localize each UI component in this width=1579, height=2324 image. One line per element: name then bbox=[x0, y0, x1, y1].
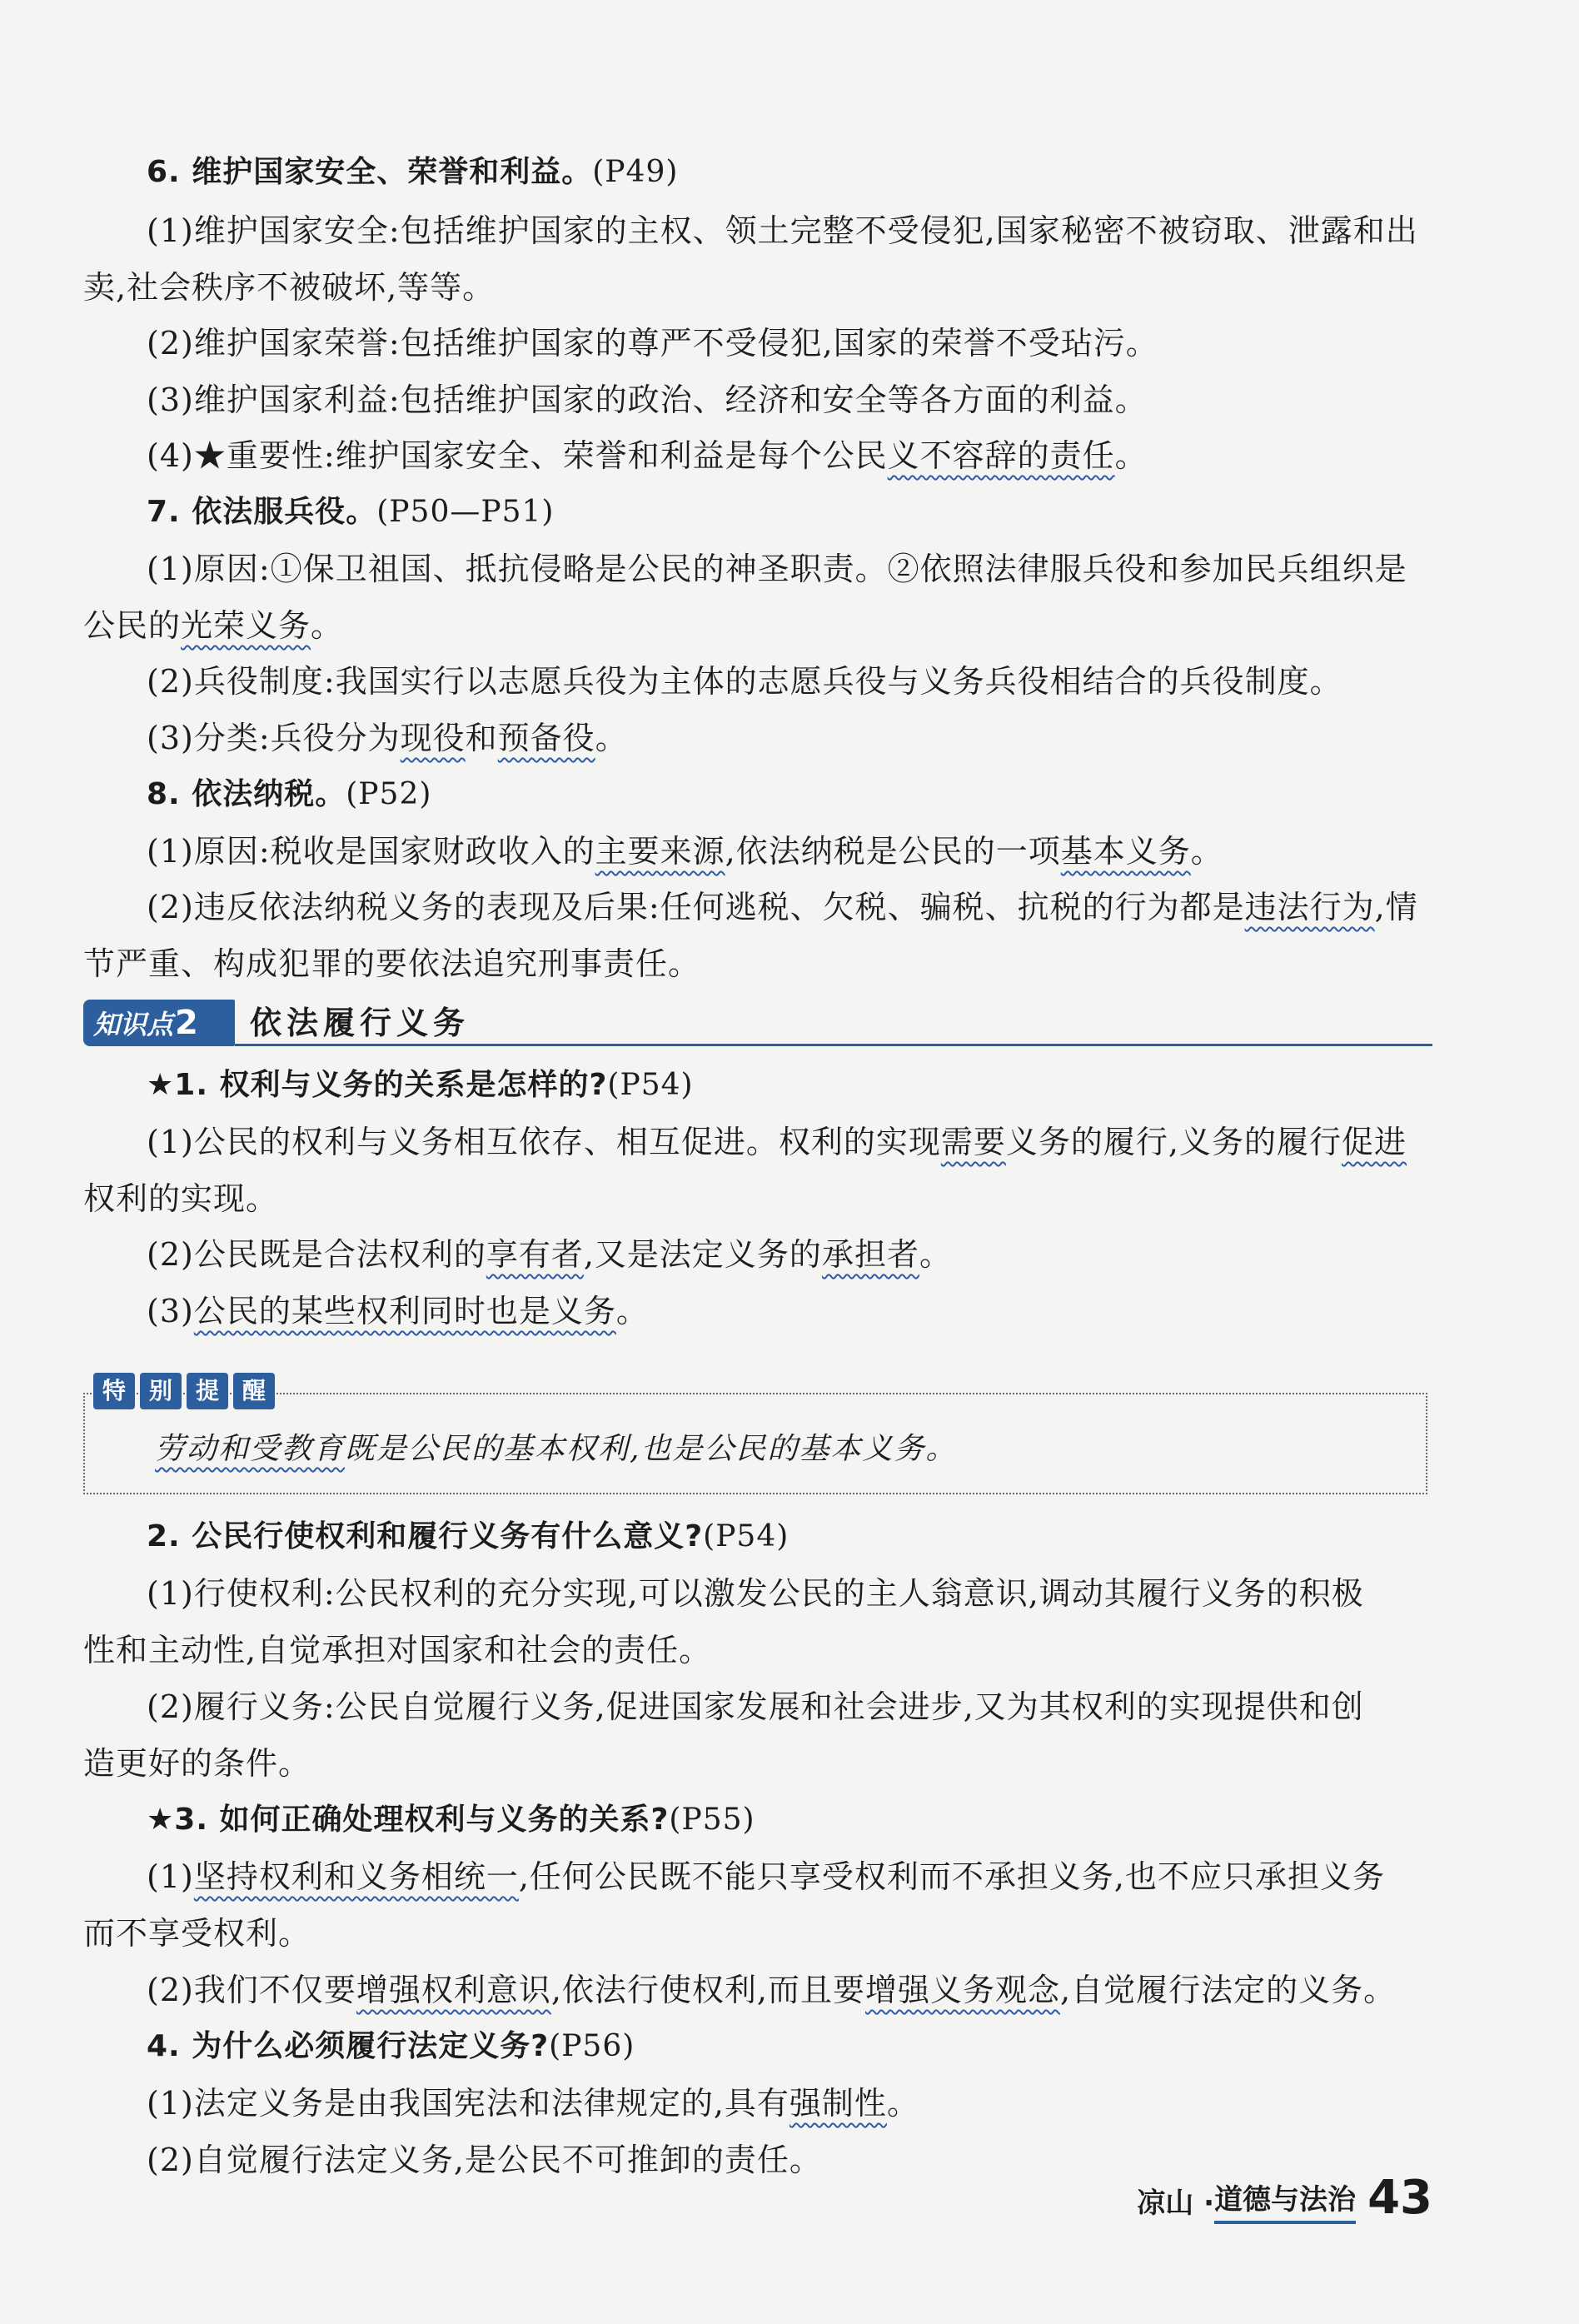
paragraph bbox=[147, 1969, 1432, 2011]
text: 义务的履行,义务的履行 bbox=[1005, 1124, 1342, 1160]
text: 。 bbox=[1190, 833, 1223, 870]
key-phrase: 违法行为 bbox=[1244, 889, 1375, 925]
page-ref: (P55) bbox=[669, 1803, 755, 1837]
paragraph: 权利的实现。 bbox=[83, 1180, 279, 1217]
key-phrase: 光荣义务 bbox=[181, 607, 311, 644]
paragraph: 卖,社会秩序不被破坏,等等。 bbox=[83, 269, 496, 306]
paragraph: 性和主动性,自觉承担对国家和社会的责任。 bbox=[83, 1632, 712, 1668]
paragraph: (3)维护国家利益:包括维护国家的政治、经济和安全等各方面的利益。 bbox=[147, 382, 1148, 418]
paragraph: 节严重、构成犯罪的要依法追究刑事责任。 bbox=[83, 945, 701, 982]
text: (3) bbox=[147, 1293, 194, 1329]
text: 。 bbox=[311, 607, 344, 644]
page-ref: (P52) bbox=[346, 777, 432, 811]
heading-8 bbox=[147, 774, 1432, 815]
key-phrase: 劳动和受教育 bbox=[155, 1432, 346, 1466]
key-phrase: 促进 bbox=[1341, 1124, 1407, 1160]
page-ref: (P56) bbox=[549, 2029, 635, 2063]
heading-6 bbox=[147, 152, 1432, 193]
text: ,自觉履行法定的义务。 bbox=[1060, 1972, 1397, 2008]
key-phrase: 强制性 bbox=[789, 2085, 887, 2122]
text: (2)公民既是合法权利的 bbox=[147, 1236, 486, 1273]
footer-subject: 道德与法治 bbox=[1214, 2179, 1356, 2224]
key-phrase: 现役 bbox=[400, 720, 466, 756]
heading-text: ★1. 权利与义务的关系是怎样的? bbox=[147, 1068, 608, 1102]
key-phrase: 坚持权利和义务相统一 bbox=[193, 1858, 519, 1895]
paragraph bbox=[147, 435, 1432, 476]
page-ref: (P54) bbox=[703, 1519, 790, 1553]
heading-text: ★3. 如何正确处理权利与义务的关系? bbox=[147, 1803, 670, 1837]
text: ,依法行使权利,而且要 bbox=[550, 1972, 866, 2008]
page-ref: (P49) bbox=[592, 155, 679, 189]
question-4 bbox=[147, 2026, 1432, 2067]
text: (2)我们不仅要 bbox=[147, 1972, 356, 2008]
paragraph: (2)兵役制度:我国实行以志愿兵役为主体的志愿兵役与义务兵役相结合的兵役制度。 bbox=[147, 663, 1342, 700]
text: (1)公民的权利与义务相互依存、相互促进。权利的实现 bbox=[147, 1124, 941, 1160]
key-phrase: 需要 bbox=[940, 1124, 1006, 1160]
paragraph bbox=[147, 1290, 1432, 1332]
paragraph: 而不享受权利。 bbox=[83, 1915, 311, 1952]
paragraph bbox=[147, 717, 1432, 759]
paragraph bbox=[147, 2082, 1432, 2124]
text: (2)违反依法纳税义务的表现及后果:任何逃税、欠税、骗税、抗税的行为都是 bbox=[147, 889, 1245, 925]
footer-region: 凉山 · bbox=[1137, 2187, 1215, 2220]
key-phrase: 增强权利意识 bbox=[356, 1972, 551, 2008]
text: 。 bbox=[615, 1293, 649, 1329]
key-phrase: 公民的某些权利同时也是义务 bbox=[193, 1293, 616, 1329]
key-phrase: 预备役 bbox=[497, 720, 595, 756]
key-phrase: 基本义务 bbox=[1060, 833, 1191, 870]
paragraph: (2)自觉履行法定义务,是公民不可推卸的责任。 bbox=[147, 2142, 822, 2178]
text: 。 bbox=[595, 720, 628, 756]
paragraph bbox=[83, 605, 1432, 646]
text: 。 bbox=[1114, 437, 1148, 474]
text: (1)原因:税收是国家财政收入的 bbox=[147, 833, 595, 870]
knowledge-point-badge bbox=[83, 1000, 235, 1046]
section-title: 依法履行义务 bbox=[250, 1005, 471, 1041]
page-number: 43 bbox=[1367, 2171, 1432, 2225]
text: ,又是法定义务的 bbox=[583, 1236, 822, 1273]
heading-text: 8. 依法纳税。 bbox=[147, 777, 346, 811]
text: 和 bbox=[465, 720, 498, 756]
page-ref: (P54) bbox=[607, 1068, 694, 1102]
paragraph: (1)行使权利:公民权利的充分实现,可以激发公民的主人翁意识,调动其履行义务的积极 bbox=[147, 1575, 1364, 1612]
heading-text: 6. 维护国家安全、荣誉和利益。 bbox=[147, 155, 593, 189]
text: 。 bbox=[886, 2085, 919, 2122]
question-1 bbox=[147, 1065, 1432, 1106]
section-banner bbox=[83, 1000, 1432, 1046]
heading-7 bbox=[147, 491, 1432, 533]
key-phrase: 承担者 bbox=[821, 1236, 919, 1273]
section-rule bbox=[235, 1044, 1432, 1046]
reminder-tab: 特 bbox=[93, 1373, 135, 1409]
paragraph bbox=[147, 830, 1432, 872]
key-phrase: 增强义务观念 bbox=[865, 1972, 1061, 2008]
key-phrase: 主要来源 bbox=[595, 833, 725, 870]
key-phrase: 享有者 bbox=[486, 1236, 584, 1273]
paragraph: (2)履行义务:公民自觉履行义务,促进国家发展和社会进步,又为其权利的实现提供和创 bbox=[147, 1688, 1364, 1725]
text: (1) bbox=[147, 1858, 194, 1895]
paragraph: (1)原因:①保卫祖国、抵抗侵略是公民的神圣职责。②依照法律服兵役和参加民兵组织是 bbox=[147, 551, 1407, 587]
text: ,任何公民既不能只享受权利而不承担义务,也不应只承担义务 bbox=[518, 1858, 1386, 1895]
text: 。 bbox=[919, 1236, 952, 1273]
text: (3)分类:兵役分为 bbox=[147, 720, 401, 756]
reminder-tab: 醒 bbox=[233, 1373, 275, 1409]
badge-number: 2 bbox=[175, 1004, 198, 1042]
paragraph bbox=[147, 1856, 1432, 1898]
text: 既是公民的基本权利,也是公民的基本义务。 bbox=[345, 1432, 958, 1466]
key-phrase: 义不容辞的责任 bbox=[887, 437, 1115, 474]
paragraph bbox=[147, 1121, 1432, 1163]
reminder-tab: 提 bbox=[187, 1373, 228, 1409]
text: 公民的 bbox=[83, 607, 182, 644]
paragraph: (2)维护国家荣誉:包括维护国家的尊严不受侵犯,国家的荣誉不受玷污。 bbox=[147, 325, 1158, 362]
question-2 bbox=[147, 1516, 1432, 1558]
page-footer bbox=[1137, 2172, 1432, 2224]
paragraph bbox=[147, 886, 1432, 928]
page-ref: (P50—P51) bbox=[376, 495, 555, 529]
text: (1)法定义务是由我国宪法和法律规定的,具有 bbox=[147, 2085, 790, 2122]
text: ,依法纳税是公民的一项 bbox=[725, 833, 1061, 870]
question-3 bbox=[147, 1799, 1432, 1841]
heading-text: 2. 公民行使权利和履行义务有什么意义? bbox=[147, 1519, 704, 1553]
reminder-tab: 别 bbox=[140, 1373, 182, 1409]
reminder-tabs bbox=[93, 1373, 275, 1409]
badge-label: 知识点 bbox=[93, 1009, 174, 1040]
heading-text: 7. 依法服兵役。 bbox=[147, 495, 377, 529]
paragraph: 造更好的条件。 bbox=[83, 1745, 311, 1782]
reminder-text bbox=[155, 1429, 957, 1470]
text: (4)★重要性:维护国家安全、荣誉和利益是每个公民 bbox=[147, 437, 888, 474]
heading-text: 4. 为什么必须履行法定义务? bbox=[147, 2029, 550, 2063]
text: ,情 bbox=[1374, 889, 1418, 925]
paragraph bbox=[147, 1234, 1432, 1275]
paragraph: (1)维护国家安全:包括维护国家的主权、领土完整不受侵犯,国家秘密不被窃取、泄露和出 bbox=[147, 212, 1418, 249]
